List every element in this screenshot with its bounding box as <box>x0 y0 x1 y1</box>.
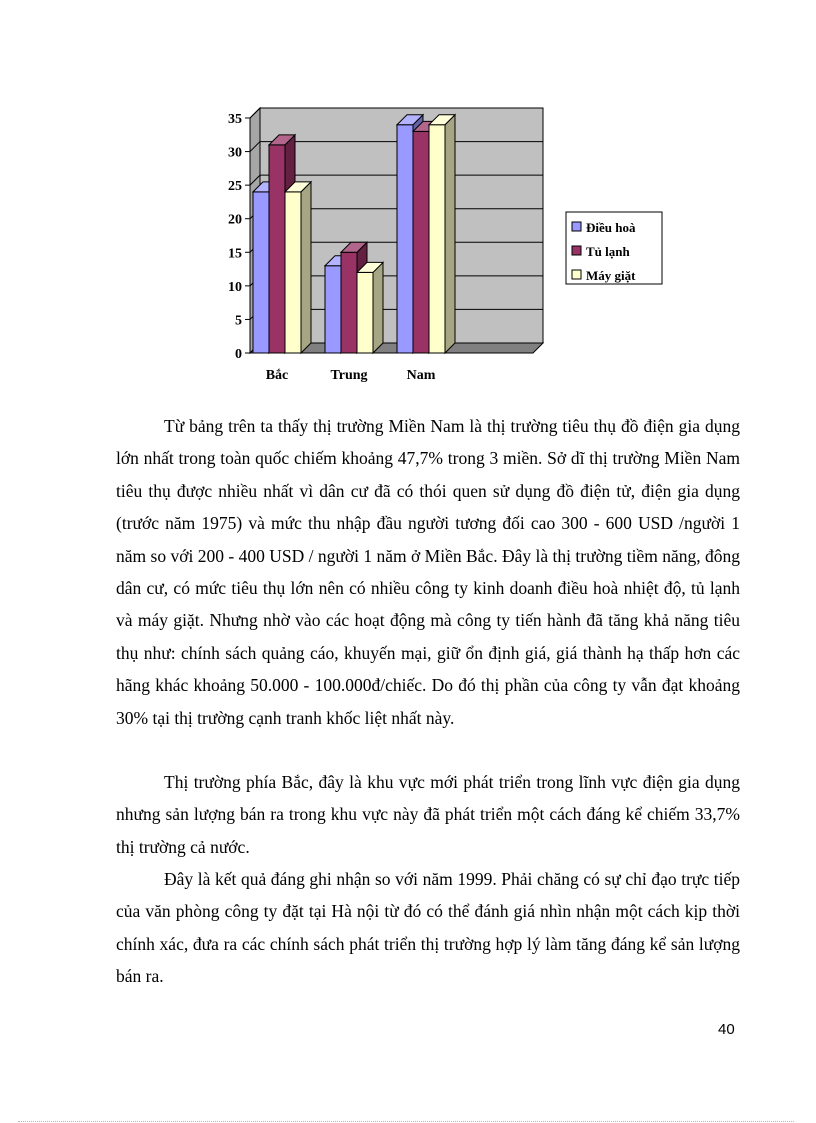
chart-legend <box>566 212 662 284</box>
paragraph-conclusion: Đây là kết quả đáng ghi nhận so với năm 1999. Phải chăng có sự chỉ đạo trực tiếp của văn phòng công ty đặt tại Hà nội từ đó có thể đánh giá nhìn nhận một cách kịp thời chính xác, đưa ra các chính sách phát triển thị trường hợp lý làm tăng đáng kể sản lượng bán ra. <box>116 869 740 987</box>
legend-label: Máy giặt <box>586 268 636 283</box>
bar-front <box>397 125 413 353</box>
x-category-label: Bắc <box>265 368 289 383</box>
x-category-label: Trung <box>330 368 368 383</box>
bar-front <box>341 252 357 353</box>
bar <box>285 182 311 353</box>
bar-front <box>357 272 373 353</box>
market-share-chart <box>210 105 670 395</box>
bar-front <box>429 125 445 353</box>
bar-front <box>413 131 429 353</box>
y-tick-label: 10 <box>228 279 242 295</box>
bar-front <box>325 266 341 353</box>
legend-swatch <box>572 270 581 279</box>
paragraph-north-market: Thị trường phía Bắc, đây là khu vực mới phát triển trong lĩnh vực điện gia dụng nhưng sản lượng bán ra trong khu vực này đã phát triển một cách đáng kể chiếm 33,7% thị trường cả nước. <box>116 772 740 857</box>
x-category-label: Nam <box>406 368 436 383</box>
bar-side <box>301 182 311 353</box>
bar-side <box>445 115 455 353</box>
bar-front <box>253 192 269 353</box>
legend-swatch <box>572 246 581 255</box>
y-tick-label: 25 <box>228 179 242 195</box>
bar <box>357 262 383 353</box>
y-tick-label: 5 <box>235 313 242 329</box>
bar-front <box>269 145 285 353</box>
y-tick-label: 20 <box>228 212 242 228</box>
y-tick-label: 30 <box>228 145 242 161</box>
footer-divider <box>18 1121 794 1122</box>
bar <box>429 115 455 353</box>
x-category-labels <box>266 368 436 383</box>
legend-swatch <box>572 222 581 231</box>
bar-side <box>373 262 383 353</box>
page-number: 40 <box>718 1021 735 1038</box>
legend-label: Điều hoà <box>586 220 636 235</box>
y-tick-labels <box>228 112 242 362</box>
y-tick-label: 0 <box>235 347 242 362</box>
y-tick-label: 15 <box>228 246 242 262</box>
bar-front <box>285 192 301 353</box>
legend-label: Tủ lạnh <box>586 244 630 259</box>
y-tick-label: 35 <box>228 112 242 127</box>
paragraph-south-market: Từ bảng trên ta thấy thị trường Miền Nam là thị trường tiêu thụ đồ điện gia dụng lớn nhất trong toàn quốc chiếm khoảng 47,7% trong 3 miền. Sở dĩ thị trường Miền Nam tiêu thụ được nhiều nhất vì dân cư đã có thói quen sử dụng đồ điện tử, điện gia dụng (trước năm 1975) và mức thu nhập đầu người tương đối cao 300 - 600 USD /người 1 năm so với 200 - 400 USD / người 1 năm ở Miền Bắc. Đây là thị trường tiềm năng, đông dân cư, có mức tiêu thụ lớn nên có nhiều công ty kinh doanh điều hoà nhiệt độ, tủ lạnh và máy giặt. Nhưng nhờ vào các hoạt động mà công ty tiến hành đã tăng khả năng tiêu thụ như: chính sách quảng cáo, khuyến mại, giữ ổn định giá, giá thành hạ thấp hơn các hãng khác khoảng 50.000 - 100.000đ/chiếc. Do đó thị phần của công ty vẫn đạt khoảng 30% tại thị trường cạnh tranh khốc liệt nhất này. <box>116 416 740 728</box>
